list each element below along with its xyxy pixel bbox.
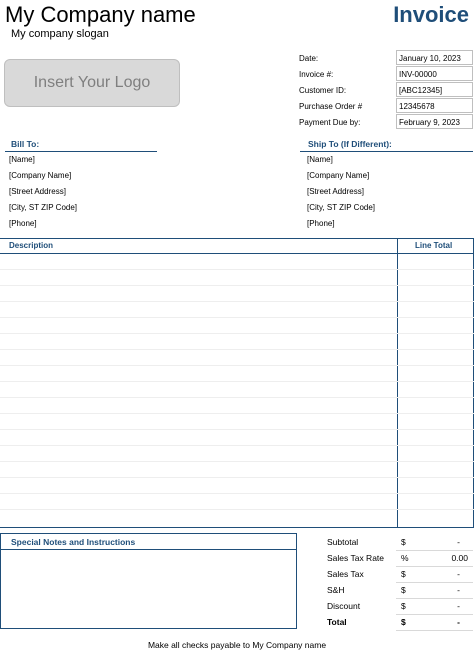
- customer-id-label: Customer ID:: [299, 86, 347, 95]
- special-notes-box[interactable]: [0, 533, 297, 629]
- sales-tax-rate-percent: %: [401, 553, 409, 563]
- company-slogan: My company slogan: [11, 28, 109, 40]
- sales-tax-rate-value[interactable]: 0.00: [451, 553, 468, 563]
- purchase-order-label: Purchase Order #: [299, 102, 363, 111]
- ship-to-name[interactable]: [Name]: [307, 155, 333, 164]
- total-value: -: [457, 617, 460, 627]
- table-row[interactable]: [0, 381, 474, 382]
- discount-value[interactable]: -: [457, 601, 460, 611]
- items-table-column-divider: [397, 238, 398, 527]
- table-row[interactable]: [0, 429, 474, 430]
- purchase-order-value[interactable]: 12345678: [396, 98, 473, 113]
- sales-tax-label: Sales Tax: [327, 569, 364, 579]
- table-row[interactable]: [0, 493, 474, 494]
- table-row[interactable]: [0, 285, 474, 286]
- subtotal-currency: $: [401, 537, 406, 547]
- table-row[interactable]: [0, 445, 474, 446]
- shipping-handling-cell: [396, 583, 473, 599]
- sales-tax-value: -: [457, 569, 460, 579]
- payment-due-label: Payment Due by:: [299, 118, 361, 127]
- bill-to-city[interactable]: [City, ST ZIP Code]: [9, 203, 78, 212]
- table-row[interactable]: [0, 461, 474, 462]
- table-row[interactable]: [0, 509, 474, 510]
- total-cell: [396, 615, 473, 631]
- discount-label: Discount: [327, 601, 361, 611]
- table-row[interactable]: [0, 317, 474, 318]
- bill-to-phone[interactable]: [Phone]: [9, 219, 37, 228]
- invoice-title: Invoice: [393, 2, 469, 27]
- table-row[interactable]: [0, 349, 474, 350]
- bill-to-divider: [5, 151, 157, 152]
- items-table-top-border: [0, 238, 474, 239]
- table-row[interactable]: [0, 333, 474, 334]
- sales-tax-currency: $: [401, 569, 406, 579]
- bill-to-heading: Bill To:: [11, 139, 40, 149]
- description-header: Description: [9, 241, 54, 250]
- total-label: Total: [327, 617, 347, 627]
- subtotal-value: -: [457, 537, 460, 547]
- sales-tax-rate-label: Sales Tax Rate: [327, 553, 385, 563]
- logo-placeholder-label: Insert Your Logo: [33, 74, 151, 91]
- bill-to-street[interactable]: [Street Address]: [9, 187, 66, 196]
- invoice-number-value[interactable]: INV-00000: [396, 66, 473, 81]
- table-row[interactable]: [0, 477, 474, 478]
- discount-currency: $: [401, 601, 406, 611]
- line-total-header: Line Total: [415, 241, 453, 250]
- special-notes-heading: Special Notes and Instructions: [11, 537, 136, 547]
- table-row[interactable]: [0, 397, 474, 398]
- items-table-header-border: [0, 253, 474, 254]
- bill-to-company[interactable]: [Company Name]: [9, 171, 72, 180]
- ship-to-company[interactable]: [Company Name]: [307, 171, 370, 180]
- invoice-number-label: Invoice #:: [299, 70, 334, 79]
- customer-id-value[interactable]: [ABC12345]: [396, 82, 473, 97]
- sales-tax-cell: [396, 567, 473, 583]
- bill-to-name[interactable]: [Name]: [9, 155, 35, 164]
- special-notes-divider: [0, 549, 297, 550]
- ship-to-phone[interactable]: [Phone]: [307, 219, 335, 228]
- table-row[interactable]: [0, 413, 474, 414]
- subtotal-label: Subtotal: [327, 537, 359, 547]
- ship-to-street[interactable]: [Street Address]: [307, 187, 364, 196]
- ship-to-divider: [300, 151, 473, 152]
- ship-to-heading: Ship To (If Different):: [308, 139, 392, 149]
- logo-placeholder[interactable]: [4, 59, 180, 107]
- table-row[interactable]: [0, 365, 474, 366]
- footer-payable-note: Make all checks payable to My Company name: [147, 640, 327, 650]
- shipping-handling-label: S&H: [327, 585, 345, 595]
- date-value[interactable]: January 10, 2023: [396, 50, 473, 65]
- shipping-handling-currency: $: [401, 585, 406, 595]
- table-row[interactable]: [0, 269, 474, 270]
- payment-due-value[interactable]: February 9, 2023: [396, 114, 473, 129]
- date-label: Date:: [299, 54, 319, 63]
- shipping-handling-value[interactable]: -: [457, 585, 460, 595]
- items-table-bottom-border: [0, 527, 474, 528]
- company-name: My Company name: [5, 2, 196, 27]
- subtotal-cell: [396, 535, 473, 551]
- total-currency: $: [401, 617, 406, 627]
- discount-cell: [396, 599, 473, 615]
- table-row[interactable]: [0, 301, 474, 302]
- ship-to-city[interactable]: [City, ST ZIP Code]: [307, 203, 376, 212]
